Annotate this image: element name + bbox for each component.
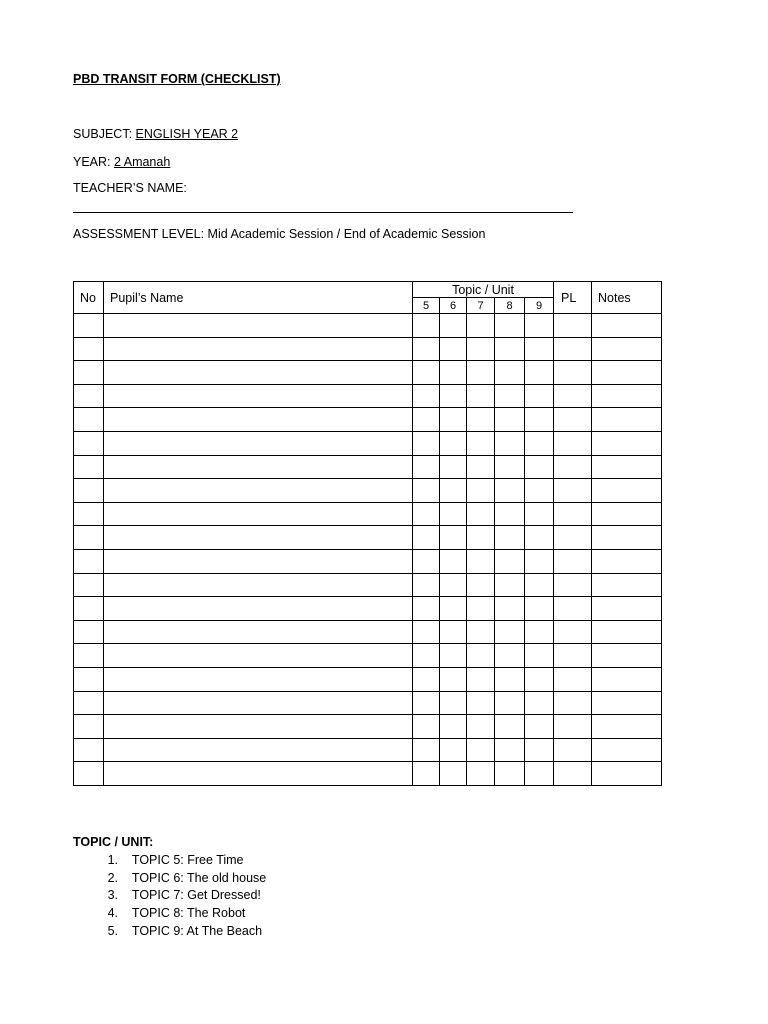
cell-pupils-name[interactable] bbox=[104, 455, 413, 479]
table-row bbox=[74, 479, 662, 503]
cell-pl[interactable] bbox=[554, 573, 592, 597]
cell-topic-6[interactable] bbox=[440, 620, 467, 644]
cell-topic-7[interactable] bbox=[467, 384, 495, 408]
cell-topic-5[interactable] bbox=[413, 526, 440, 550]
cell-topic-7[interactable] bbox=[467, 691, 495, 715]
cell-topic-8[interactable] bbox=[495, 526, 525, 550]
cell-pupils-name[interactable] bbox=[104, 667, 413, 691]
cell-topic-8[interactable] bbox=[495, 408, 525, 432]
cell-topic-8[interactable] bbox=[495, 644, 525, 668]
cell-pupils-name[interactable] bbox=[104, 573, 413, 597]
cell-no[interactable] bbox=[74, 431, 104, 455]
cell-pl[interactable] bbox=[554, 644, 592, 668]
topic-item-text: TOPIC 9: At The Beach bbox=[131, 923, 263, 938]
cell-notes[interactable] bbox=[592, 738, 662, 762]
cell-topic-5[interactable] bbox=[413, 762, 440, 786]
cell-pl[interactable] bbox=[554, 549, 592, 573]
cell-topic-5[interactable] bbox=[413, 361, 440, 385]
table-row bbox=[74, 762, 662, 786]
cell-topic-9[interactable] bbox=[525, 573, 554, 597]
cell-topic-6[interactable] bbox=[440, 738, 467, 762]
cell-topic-5[interactable] bbox=[413, 408, 440, 432]
table-row bbox=[74, 384, 662, 408]
cell-notes[interactable] bbox=[592, 644, 662, 668]
cell-topic-6[interactable] bbox=[440, 479, 467, 503]
cell-no[interactable] bbox=[74, 715, 104, 739]
topic-item-number: 3. bbox=[107, 888, 118, 903]
topic-item-number: 1. bbox=[107, 853, 118, 867]
cell-pupils-name[interactable] bbox=[104, 408, 413, 432]
cell-pupils-name[interactable] bbox=[104, 526, 413, 550]
cell-topic-5[interactable] bbox=[413, 479, 440, 503]
cell-notes[interactable] bbox=[592, 431, 662, 455]
cell-notes[interactable] bbox=[592, 762, 662, 786]
cell-no[interactable] bbox=[74, 502, 104, 526]
table-row bbox=[74, 667, 662, 691]
header-pl: PL bbox=[554, 282, 592, 314]
form-title: PBD TRANSIT FORM (CHECKLIST) bbox=[73, 72, 281, 86]
cell-topic-9[interactable] bbox=[525, 597, 554, 621]
cell-topic-5[interactable] bbox=[413, 667, 440, 691]
cell-pl[interactable] bbox=[554, 526, 592, 550]
cell-pupils-name[interactable] bbox=[104, 715, 413, 739]
cell-topic-6[interactable] bbox=[440, 431, 467, 455]
cell-topic-6[interactable] bbox=[440, 691, 467, 715]
topic-list-item bbox=[73, 887, 266, 905]
cell-topic-7[interactable] bbox=[467, 573, 495, 597]
cell-topic-7[interactable] bbox=[467, 762, 495, 786]
table-row bbox=[74, 691, 662, 715]
cell-topic-6[interactable] bbox=[440, 314, 467, 338]
header-no: No bbox=[74, 282, 104, 314]
year-value: 2 Amanah bbox=[114, 155, 171, 169]
cell-notes[interactable] bbox=[592, 691, 662, 715]
table-row bbox=[74, 361, 662, 385]
cell-topic-8[interactable] bbox=[495, 384, 525, 408]
cell-topic-8[interactable] bbox=[495, 479, 525, 503]
cell-topic-7[interactable] bbox=[467, 361, 495, 385]
teacher-name-label: TEACHER’S NAME: bbox=[73, 181, 187, 195]
cell-topic-6[interactable] bbox=[440, 715, 467, 739]
cell-no[interactable] bbox=[74, 738, 104, 762]
table-row bbox=[74, 620, 662, 644]
cell-topic-5[interactable] bbox=[413, 644, 440, 668]
cell-topic-8[interactable] bbox=[495, 314, 525, 338]
table-row bbox=[74, 644, 662, 668]
cell-topic-7[interactable] bbox=[467, 526, 495, 550]
table-row bbox=[74, 573, 662, 597]
table-row bbox=[74, 408, 662, 432]
cell-topic-8[interactable] bbox=[495, 549, 525, 573]
cell-topic-5[interactable] bbox=[413, 738, 440, 762]
cell-no[interactable] bbox=[74, 455, 104, 479]
cell-notes[interactable] bbox=[592, 502, 662, 526]
cell-topic-9[interactable] bbox=[525, 479, 554, 503]
cell-topic-7[interactable] bbox=[467, 337, 495, 361]
cell-pl[interactable] bbox=[554, 384, 592, 408]
cell-no[interactable] bbox=[74, 644, 104, 668]
cell-no[interactable] bbox=[74, 573, 104, 597]
cell-topic-9[interactable] bbox=[525, 431, 554, 455]
cell-pl[interactable] bbox=[554, 431, 592, 455]
header-topic-5: 5 bbox=[413, 298, 440, 314]
cell-topic-7[interactable] bbox=[467, 644, 495, 668]
cell-topic-7[interactable] bbox=[467, 667, 495, 691]
cell-topic-8[interactable] bbox=[495, 431, 525, 455]
cell-topic-5[interactable] bbox=[413, 502, 440, 526]
cell-topic-8[interactable] bbox=[495, 337, 525, 361]
cell-topic-8[interactable] bbox=[495, 620, 525, 644]
cell-pl[interactable] bbox=[554, 620, 592, 644]
cell-topic-7[interactable] bbox=[467, 479, 495, 503]
topic-list-heading: TOPIC / UNIT: bbox=[73, 835, 154, 849]
topic-item-number: 5. bbox=[107, 923, 118, 938]
cell-pl[interactable] bbox=[554, 408, 592, 432]
cell-notes[interactable] bbox=[592, 715, 662, 739]
cell-no[interactable] bbox=[74, 667, 104, 691]
subject-line bbox=[73, 127, 238, 141]
cell-pl[interactable] bbox=[554, 762, 592, 786]
cell-pupils-name[interactable] bbox=[104, 644, 413, 668]
cell-topic-9[interactable] bbox=[525, 644, 554, 668]
cell-topic-5[interactable] bbox=[413, 691, 440, 715]
cell-no[interactable] bbox=[74, 479, 104, 503]
cell-topic-7[interactable] bbox=[467, 431, 495, 455]
cell-topic-6[interactable] bbox=[440, 526, 467, 550]
cell-notes[interactable] bbox=[592, 620, 662, 644]
cell-pupils-name[interactable] bbox=[104, 479, 413, 503]
cell-topic-7[interactable] bbox=[467, 597, 495, 621]
cell-topic-6[interactable] bbox=[440, 361, 467, 385]
header-topic-8: 8 bbox=[495, 298, 525, 314]
cell-topic-5[interactable] bbox=[413, 573, 440, 597]
cell-notes[interactable] bbox=[592, 667, 662, 691]
cell-topic-8[interactable] bbox=[495, 573, 525, 597]
cell-topic-9[interactable] bbox=[525, 526, 554, 550]
cell-pupils-name[interactable] bbox=[104, 361, 413, 385]
cell-pupils-name[interactable] bbox=[104, 337, 413, 361]
cell-pl[interactable] bbox=[554, 597, 592, 621]
topic-list-item bbox=[73, 870, 266, 888]
assessment-level: ASSESSMENT LEVEL: Mid Academic Session / End of Academic Session bbox=[73, 227, 486, 241]
cell-notes[interactable] bbox=[592, 361, 662, 385]
subject-label: SUBJECT: bbox=[73, 127, 136, 141]
cell-topic-7[interactable] bbox=[467, 738, 495, 762]
cell-topic-9[interactable] bbox=[525, 502, 554, 526]
cell-topic-8[interactable] bbox=[495, 361, 525, 385]
header-notes: Notes bbox=[592, 282, 662, 314]
cell-topic-9[interactable] bbox=[525, 384, 554, 408]
cell-topic-5[interactable] bbox=[413, 549, 440, 573]
cell-topic-6[interactable] bbox=[440, 667, 467, 691]
cell-notes[interactable] bbox=[592, 597, 662, 621]
topic-item-number: 4. bbox=[107, 906, 118, 921]
cell-pl[interactable] bbox=[554, 314, 592, 338]
cell-topic-7[interactable] bbox=[467, 314, 495, 338]
cell-notes[interactable] bbox=[592, 314, 662, 338]
cell-pupils-name[interactable] bbox=[104, 762, 413, 786]
table-row bbox=[74, 314, 662, 338]
cell-topic-9[interactable] bbox=[525, 361, 554, 385]
cell-topic-5[interactable] bbox=[413, 337, 440, 361]
cell-pupils-name[interactable] bbox=[104, 549, 413, 573]
checklist-table bbox=[73, 281, 662, 786]
cell-pupils-name[interactable] bbox=[104, 384, 413, 408]
cell-no[interactable] bbox=[74, 384, 104, 408]
teacher-name-blank-line[interactable] bbox=[73, 212, 573, 213]
cell-pupils-name[interactable] bbox=[104, 597, 413, 621]
cell-topic-7[interactable] bbox=[467, 502, 495, 526]
cell-topic-5[interactable] bbox=[413, 620, 440, 644]
cell-topic-6[interactable] bbox=[440, 597, 467, 621]
cell-pupils-name[interactable] bbox=[104, 738, 413, 762]
topic-list bbox=[73, 852, 266, 940]
cell-pl[interactable] bbox=[554, 715, 592, 739]
subject-value: ENGLISH YEAR 2 bbox=[135, 127, 239, 141]
cell-no[interactable] bbox=[74, 337, 104, 361]
cell-topic-9[interactable] bbox=[525, 455, 554, 479]
cell-pl[interactable] bbox=[554, 738, 592, 762]
table-row bbox=[74, 597, 662, 621]
cell-pl[interactable] bbox=[554, 667, 592, 691]
cell-topic-5[interactable] bbox=[413, 384, 440, 408]
table-row bbox=[74, 455, 662, 479]
cell-topic-9[interactable] bbox=[525, 620, 554, 644]
cell-notes[interactable] bbox=[592, 526, 662, 550]
header-topic-unit: Topic / Unit bbox=[413, 282, 554, 298]
topic-item-text: TOPIC 7: Get Dressed! bbox=[131, 888, 261, 903]
cell-topic-7[interactable] bbox=[467, 408, 495, 432]
cell-pl[interactable] bbox=[554, 691, 592, 715]
topic-item-number: 2. bbox=[107, 870, 118, 885]
cell-topic-5[interactable] bbox=[413, 597, 440, 621]
cell-topic-9[interactable] bbox=[525, 738, 554, 762]
cell-pupils-name[interactable] bbox=[104, 431, 413, 455]
cell-no[interactable] bbox=[74, 549, 104, 573]
table-row bbox=[74, 715, 662, 739]
cell-topic-6[interactable] bbox=[440, 573, 467, 597]
cell-topic-8[interactable] bbox=[495, 762, 525, 786]
cell-notes[interactable] bbox=[592, 549, 662, 573]
cell-pupils-name[interactable] bbox=[104, 620, 413, 644]
cell-topic-9[interactable] bbox=[525, 408, 554, 432]
cell-topic-9[interactable] bbox=[525, 667, 554, 691]
cell-no[interactable] bbox=[74, 691, 104, 715]
cell-notes[interactable] bbox=[592, 384, 662, 408]
table-row bbox=[74, 549, 662, 573]
topic-list-item bbox=[73, 923, 266, 941]
table-row bbox=[74, 337, 662, 361]
cell-pl[interactable] bbox=[554, 479, 592, 503]
cell-topic-5[interactable] bbox=[413, 715, 440, 739]
cell-topic-5[interactable] bbox=[413, 455, 440, 479]
table-row bbox=[74, 526, 662, 550]
cell-topic-6[interactable] bbox=[440, 644, 467, 668]
cell-no[interactable] bbox=[74, 620, 104, 644]
cell-topic-9[interactable] bbox=[525, 715, 554, 739]
cell-topic-6[interactable] bbox=[440, 384, 467, 408]
cell-topic-9[interactable] bbox=[525, 549, 554, 573]
cell-topic-8[interactable] bbox=[495, 455, 525, 479]
cell-pl[interactable] bbox=[554, 455, 592, 479]
table-row bbox=[74, 431, 662, 455]
cell-topic-9[interactable] bbox=[525, 314, 554, 338]
cell-notes[interactable] bbox=[592, 337, 662, 361]
topic-list-item bbox=[73, 852, 266, 870]
header-topic-6: 6 bbox=[440, 298, 467, 314]
cell-pupils-name[interactable] bbox=[104, 691, 413, 715]
topic-item-text: TOPIC 6: The old house bbox=[131, 870, 267, 885]
header-pupils-name: Pupil’s Name bbox=[104, 282, 413, 314]
cell-topic-8[interactable] bbox=[495, 691, 525, 715]
cell-notes[interactable] bbox=[592, 573, 662, 597]
cell-topic-6[interactable] bbox=[440, 408, 467, 432]
cell-topic-8[interactable] bbox=[495, 667, 525, 691]
cell-notes[interactable] bbox=[592, 455, 662, 479]
cell-no[interactable] bbox=[74, 314, 104, 338]
topic-list-item bbox=[73, 905, 266, 923]
cell-topic-9[interactable] bbox=[525, 337, 554, 361]
cell-pl[interactable] bbox=[554, 361, 592, 385]
cell-topic-6[interactable] bbox=[440, 549, 467, 573]
cell-topic-8[interactable] bbox=[495, 502, 525, 526]
cell-topic-8[interactable] bbox=[495, 597, 525, 621]
cell-topic-6[interactable] bbox=[440, 762, 467, 786]
cell-topic-7[interactable] bbox=[467, 620, 495, 644]
cell-topic-7[interactable] bbox=[467, 455, 495, 479]
cell-topic-9[interactable] bbox=[525, 691, 554, 715]
year-label: YEAR: bbox=[73, 155, 114, 169]
table-row bbox=[74, 738, 662, 762]
cell-notes[interactable] bbox=[592, 408, 662, 432]
cell-topic-8[interactable] bbox=[495, 715, 525, 739]
cell-topic-7[interactable] bbox=[467, 549, 495, 573]
topic-item-text: TOPIC 5: Free Time bbox=[131, 853, 244, 867]
cell-topic-9[interactable] bbox=[525, 762, 554, 786]
table-row bbox=[74, 502, 662, 526]
cell-pl[interactable] bbox=[554, 502, 592, 526]
header-topic-7: 7 bbox=[467, 298, 495, 314]
cell-notes[interactable] bbox=[592, 479, 662, 503]
cell-no[interactable] bbox=[74, 526, 104, 550]
cell-pupils-name[interactable] bbox=[104, 502, 413, 526]
year-line bbox=[73, 155, 170, 169]
cell-no[interactable] bbox=[74, 361, 104, 385]
cell-topic-5[interactable] bbox=[413, 314, 440, 338]
cell-no[interactable] bbox=[74, 762, 104, 786]
cell-topic-5[interactable] bbox=[413, 431, 440, 455]
cell-pupils-name[interactable] bbox=[104, 314, 413, 338]
header-topic-9: 9 bbox=[525, 298, 554, 314]
topic-item-text: TOPIC 8: The Robot bbox=[131, 906, 246, 921]
cell-no[interactable] bbox=[74, 408, 104, 432]
cell-topic-6[interactable] bbox=[440, 337, 467, 361]
cell-topic-6[interactable] bbox=[440, 455, 467, 479]
cell-topic-8[interactable] bbox=[495, 738, 525, 762]
cell-topic-6[interactable] bbox=[440, 502, 467, 526]
cell-topic-7[interactable] bbox=[467, 715, 495, 739]
cell-no[interactable] bbox=[74, 597, 104, 621]
cell-pl[interactable] bbox=[554, 337, 592, 361]
